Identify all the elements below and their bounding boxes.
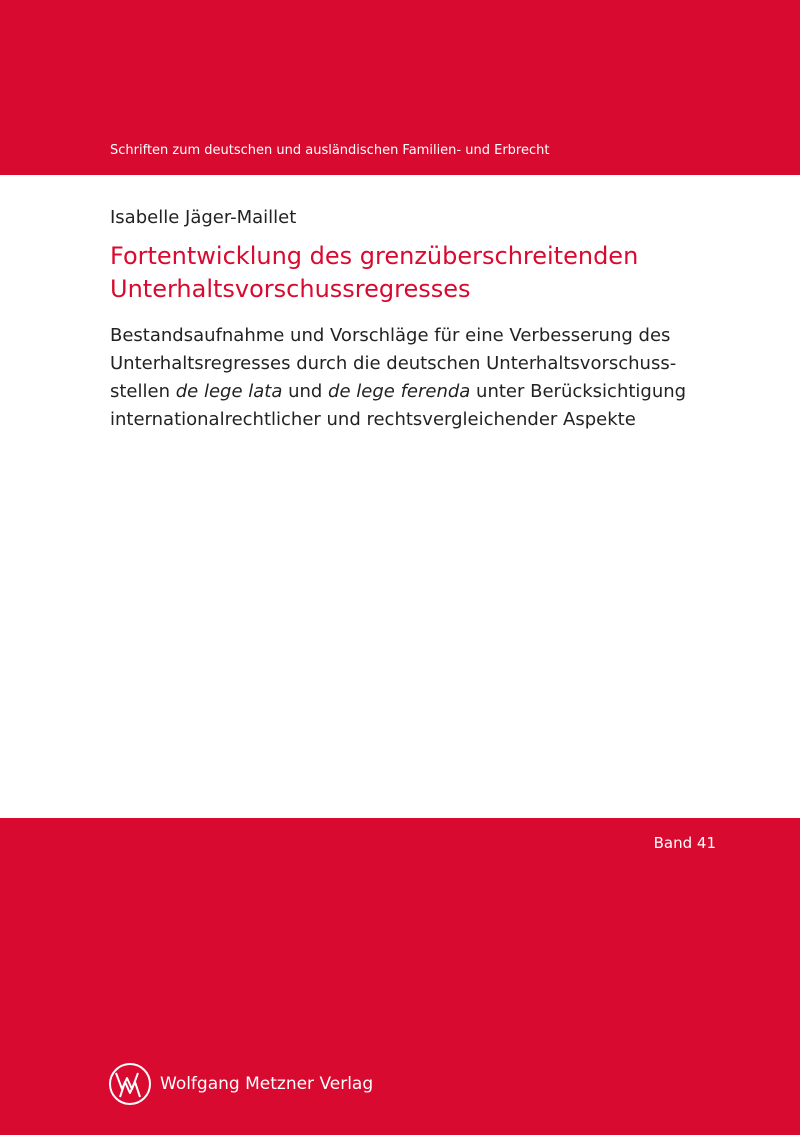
top-band bbox=[0, 0, 800, 175]
author-name: Isabelle Jäger-Maillet bbox=[110, 207, 297, 228]
subtitle-italic-term: de lege lata bbox=[175, 381, 283, 402]
publisher-name: Wolfgang Metzner Verlag bbox=[160, 1074, 374, 1094]
book-title-line: Fortentwicklung des grenzüberschreitenden bbox=[110, 242, 639, 270]
volume-number: Band 41 bbox=[653, 834, 716, 852]
subtitle-text: stellen bbox=[110, 381, 176, 402]
book-subtitle bbox=[110, 322, 750, 434]
subtitle-italic-term: de lege ferenda bbox=[328, 381, 471, 402]
subtitle-text: unter Berücksichtigung bbox=[470, 381, 687, 402]
subtitle-line: Unterhaltsregresses durch die deutschen Unterhaltsvorschuss- bbox=[110, 353, 677, 374]
publisher-block bbox=[108, 1062, 373, 1106]
wm-monogram-logo-icon bbox=[108, 1062, 152, 1106]
series-title: Schriften zum deutschen und ausländischen Familien- und Erbrecht bbox=[110, 143, 550, 158]
subtitle-line: internationalrechtlicher und rechtsvergleichender Aspekte bbox=[110, 409, 636, 430]
book-title bbox=[110, 240, 750, 306]
subtitle-line bbox=[110, 378, 750, 406]
subtitle-line: Bestandsaufnahme und Vorschläge für eine Verbesserung des bbox=[110, 325, 671, 346]
subtitle-text: und bbox=[282, 381, 329, 402]
book-title-line: Unterhaltsvorschussregresses bbox=[110, 275, 471, 303]
